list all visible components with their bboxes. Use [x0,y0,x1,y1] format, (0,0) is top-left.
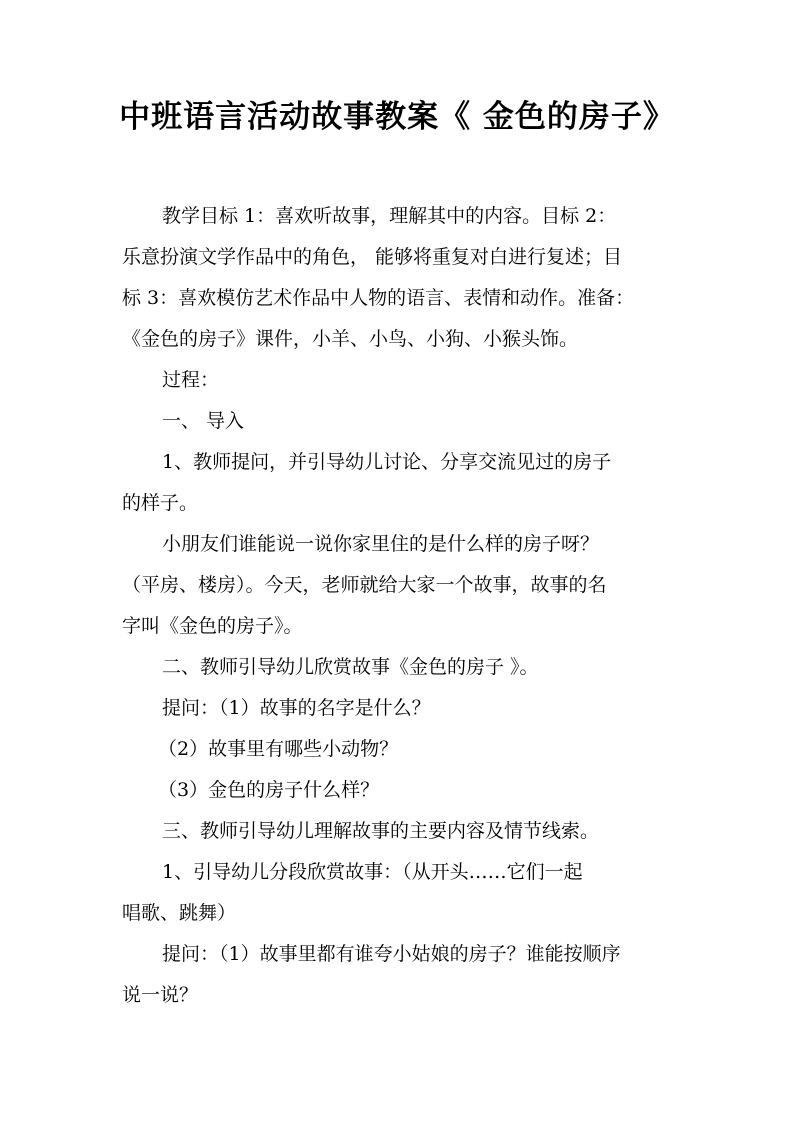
paragraph-line: 的样子。 [122,492,199,514]
paragraph-line: 说一说？ [122,984,199,1006]
section-heading: 二、教师引导幼儿欣赏故事《金色的房子 》。 [162,656,539,678]
paragraph-line: 字叫《金色的房子》。 [122,615,303,637]
paragraph-line: 标 3：喜欢模仿艺术作品中人物的语言、表情和动作。准备： [122,287,635,309]
section-heading: 一、 导入 [162,410,245,432]
question-line: （3）金色的房子什么样？ [158,779,380,801]
paragraph-line: 过程： [162,369,220,391]
document-title: 中班语言活动故事教案《 金色的房子》 [119,99,675,135]
paragraph-line: 小朋友们谁能说一说你家里住的是什么样的房子呀？ [162,533,600,555]
paragraph-line: 唱歌、跳舞） [122,902,237,924]
paragraph-line: （平房、楼房）。今天，老师就给大家一个故事，故事的名 [122,574,607,596]
question-line: 提问：（1）故事里都有谁夸小姑娘的房子？谁能按顺序 [162,943,621,965]
document-body [122,196,682,1016]
paragraph-line: 1、引导幼儿分段欣赏故事：（从开头……它们一起 [162,861,583,883]
paragraph-line: 《金色的房子》课件，小羊、小鸟、小狗、小猴头饰。 [122,328,579,350]
paragraph-line: 1、教师提问，并引导幼儿讨论、分享交流见过的房子 [162,451,612,473]
question-line: （2）故事里有哪些小动物？ [158,738,399,760]
question-line: 提问：（1）故事的名字是什么？ [162,697,431,719]
section-heading: 三、教师引导幼儿理解故事的主要内容及情节线索。 [162,820,600,842]
paragraph-line: 教学目标 1：喜欢听故事，理解其中的内容。目标 2： [162,205,617,227]
paragraph-line: 乐意扮演文学作品中的角色， 能够将重复对白进行复述；目 [122,246,623,268]
